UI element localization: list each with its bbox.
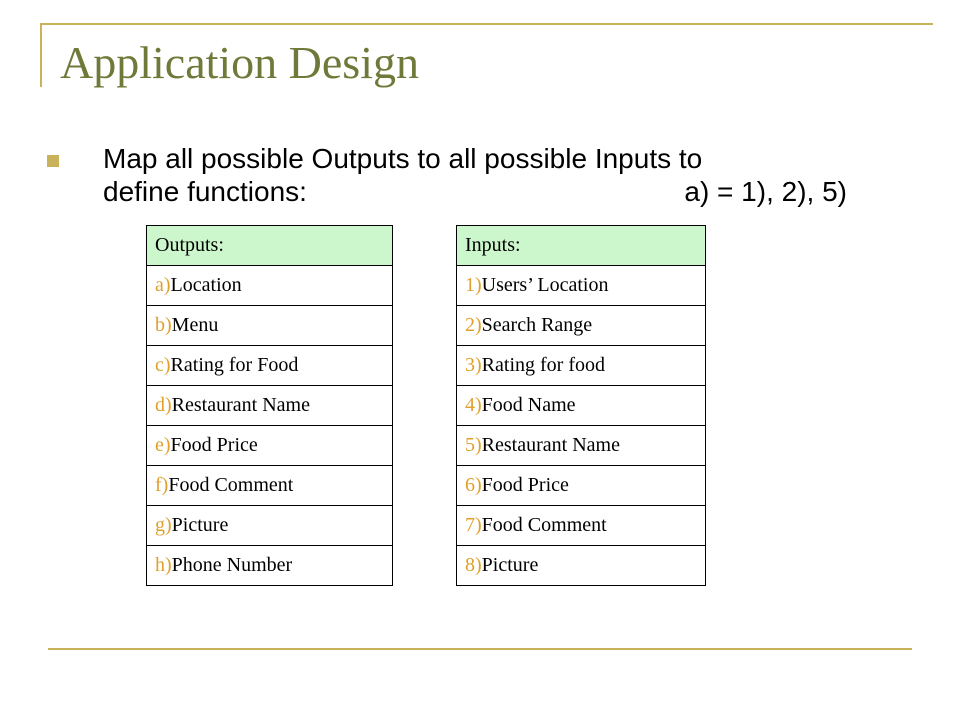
item-prefix: 4) xyxy=(465,394,482,416)
item-label: Rating for food xyxy=(481,354,605,376)
item-prefix: 8) xyxy=(465,554,482,576)
outputs-row xyxy=(147,466,393,506)
inputs-header-cell: Inputs: xyxy=(457,226,706,266)
item-prefix: c) xyxy=(155,354,171,376)
outputs-row-cell xyxy=(147,386,393,426)
bullet-square-icon xyxy=(47,155,59,167)
item-prefix: g) xyxy=(155,514,172,536)
item-prefix: h) xyxy=(155,554,172,576)
item-prefix: b) xyxy=(155,314,172,336)
inputs-row-cell xyxy=(457,306,706,346)
inputs-row-cell xyxy=(457,346,706,386)
outputs-row-cell xyxy=(147,466,393,506)
outputs-row xyxy=(147,266,393,306)
item-prefix: d) xyxy=(155,394,172,416)
bullet-line-2-left: define functions: xyxy=(103,176,307,207)
bullet-text xyxy=(103,142,863,208)
inputs-header-row xyxy=(457,226,706,266)
item-label: Location xyxy=(170,274,242,296)
outputs-row-cell xyxy=(147,346,393,386)
item-prefix: 5) xyxy=(465,434,482,456)
inputs-row xyxy=(457,506,706,546)
item-prefix: 6) xyxy=(465,474,482,496)
item-label: Restaurant Name xyxy=(171,394,310,416)
item-label: Phone Number xyxy=(171,554,293,576)
item-prefix: 7) xyxy=(465,514,482,536)
inputs-row xyxy=(457,546,706,586)
bullet-line-2 xyxy=(103,175,863,208)
outputs-row xyxy=(147,506,393,546)
top-rule-vertical xyxy=(40,23,42,87)
inputs-row xyxy=(457,266,706,306)
outputs-header-cell: Outputs: xyxy=(147,226,393,266)
outputs-row xyxy=(147,346,393,386)
bullet-line-2-right: a) = 1), 2), 5) xyxy=(684,176,847,207)
item-label: Search Range xyxy=(481,314,593,336)
item-label: Picture xyxy=(171,514,229,536)
inputs-row-cell xyxy=(457,506,706,546)
inputs-row-cell xyxy=(457,386,706,426)
item-label: Restaurant Name xyxy=(481,434,620,456)
item-label: Users’ Location xyxy=(481,274,609,296)
outputs-row xyxy=(147,546,393,586)
item-label: Picture xyxy=(481,554,539,576)
bullet-line-1: Map all possible Outputs to all possible Inputs to xyxy=(103,143,703,174)
inputs-table xyxy=(456,225,706,586)
outputs-row xyxy=(147,306,393,346)
outputs-row-cell xyxy=(147,306,393,346)
inputs-row xyxy=(457,346,706,386)
inputs-row-cell xyxy=(457,266,706,306)
outputs-row-cell xyxy=(147,546,393,586)
item-label: Rating for Food xyxy=(170,354,299,376)
outputs-row-cell xyxy=(147,506,393,546)
item-label: Food Price xyxy=(170,434,258,456)
item-label: Menu xyxy=(171,314,219,336)
inputs-row xyxy=(457,426,706,466)
outputs-table xyxy=(146,225,393,586)
inputs-row-cell xyxy=(457,466,706,506)
outputs-row xyxy=(147,426,393,466)
item-label: Food Comment xyxy=(481,514,607,536)
item-prefix: a) xyxy=(155,274,171,296)
inputs-row xyxy=(457,306,706,346)
item-label: Food Price xyxy=(481,474,569,496)
item-prefix: 2) xyxy=(465,314,482,336)
item-prefix: 3) xyxy=(465,354,482,376)
item-label: Food Comment xyxy=(168,474,294,496)
outputs-row-cell xyxy=(147,426,393,466)
outputs-row-cell xyxy=(147,266,393,306)
item-label: Food Name xyxy=(481,394,576,416)
inputs-row xyxy=(457,466,706,506)
item-prefix: f) xyxy=(155,474,169,496)
outputs-header-row xyxy=(147,226,393,266)
slide-title: Application Design xyxy=(60,37,419,88)
inputs-row-cell xyxy=(457,426,706,466)
inputs-row xyxy=(457,386,706,426)
bottom-rule xyxy=(48,648,912,650)
inputs-row-cell xyxy=(457,546,706,586)
outputs-row xyxy=(147,386,393,426)
item-prefix: e) xyxy=(155,434,171,456)
top-rule-horizontal xyxy=(40,23,933,25)
item-prefix: 1) xyxy=(465,274,482,296)
